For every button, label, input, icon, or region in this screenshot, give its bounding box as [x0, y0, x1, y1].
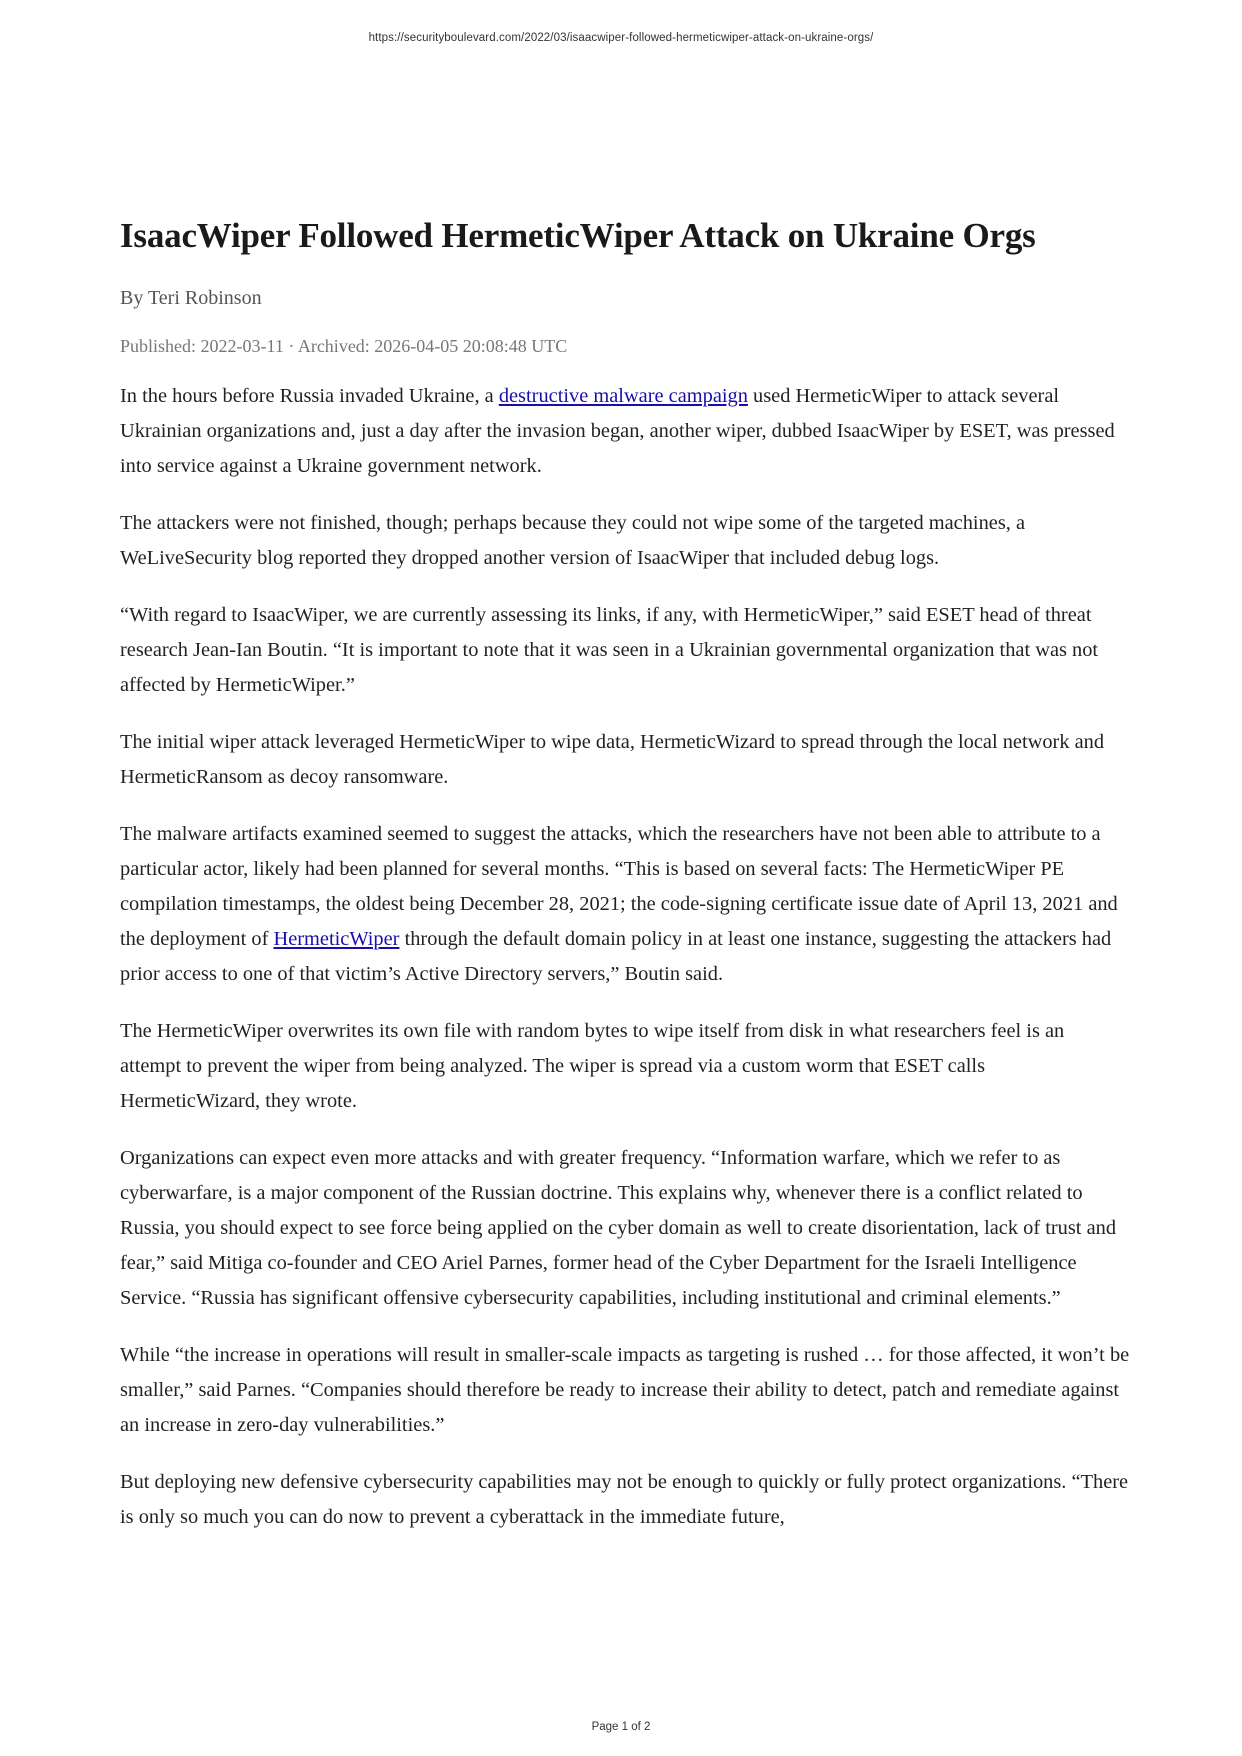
paragraph-9: But deploying new defensive cybersecurity capabilities may not be enough to quickly or fully protect organizations. “There is only so much you can do now to prevent a cyberattack in the immediate future, — [120, 1471, 1129, 1528]
hermeticwiper-link[interactable]: HermeticWiper — [273, 928, 400, 950]
paragraph-1 — [120, 379, 1130, 484]
page-url: https://securityboulevard.com/2022/03/isaacwiper-followed-hermeticwiper-attack-on-ukraine-orgs/ — [368, 32, 874, 44]
paragraph-3: “With regard to IsaacWiper, we are currently assessing its links, if any, with HermeticWiper,” said ESET head of threat research Jean-Ian Boutin. “It is important to note that it was seen in a Ukrainian governmental organization that was not affected by HermeticWiper.” — [120, 604, 1099, 696]
paragraph-1-text-before: In the hours before Russia invaded Ukraine, a — [120, 385, 499, 407]
paragraph-5 — [120, 817, 1130, 992]
paragraph-4: The initial wiper attack leveraged HermeticWiper to wipe data, HermeticWizard to spread through the local network and HermeticRansom as decoy ransomware. — [120, 731, 1105, 788]
paragraph-6: The HermeticWiper overwrites its own file with random bytes to wipe itself from disk in what researchers feel is an attempt to prevent the wiper from being analyzed. The wiper is spread via a custom worm that ESET calls HermeticWizard, they wrote. — [120, 1020, 1065, 1112]
article-title: IsaacWiper Followed HermeticWiper Attack on Ukraine Orgs — [120, 216, 1036, 255]
destructive-malware-campaign-link[interactable]: destructive malware campaign — [498, 385, 748, 407]
paragraph-1-text-after: used HermeticWiper to attack several Ukrainian organizations and, just a day after the invasion began, another wiper, dubbed IsaacWiper by ESET, was pressed into service against a Ukraine government network. — [120, 385, 1115, 477]
article — [120, 214, 1130, 1535]
paragraph-2: The attackers were not finished, though; perhaps because they could not wipe some of the targeted machines, a WeLiveSecurity blog reported they dropped another version of IsaacWiper that included debug logs. — [120, 512, 1026, 569]
article-meta: Published: 2022-03-11 · Archived: 2026-04-05 20:08:48 UTC — [120, 336, 568, 356]
article-byline: By Teri Robinson — [120, 287, 262, 309]
paragraph-5-text-before: The malware artifacts examined seemed to suggest the attacks, which the researchers have not been able to attribute to a particular actor, likely had been planned for several months. “This is based on several facts: The HermeticWiper PE compilation timestamps, the oldest being December 28, 2021; the code-signing certificate issue date of April 13, 2021 and the deployment of — [120, 823, 1118, 950]
page-footer: Page 1 of 2 — [591, 1721, 651, 1733]
paragraph-5-text-after: through the default domain policy in at least one instance, suggesting the attackers had prior access to one of that victim’s Active Directory servers,” Boutin said. — [120, 928, 1112, 985]
paragraph-7: Organizations can expect even more attacks and with greater frequency. “Information warfare, which we refer to as cyberwarfare, is a major component of the Russian doctrine. This explains why, whenever there is a conflict related to Russia, you should expect to see force being applied on the cyber domain as well to create disorientation, lack of trust and fear,” said Mitiga co-founder and CEO Ariel Parnes, former head of the Cyber Department for the Israeli Intelligence Service. “Russia has significant offensive cybersecurity capabilities, including institutional and criminal elements.” — [120, 1147, 1117, 1309]
paragraph-8: While “the increase in operations will result in smaller-scale impacts as targeting is rushed … for those affected, it won’t be smaller,” said Parnes. “Companies should therefore be ready to increase their ability to detect, patch and remediate against an increase in zero-day vulnerabilities.” — [120, 1344, 1130, 1436]
